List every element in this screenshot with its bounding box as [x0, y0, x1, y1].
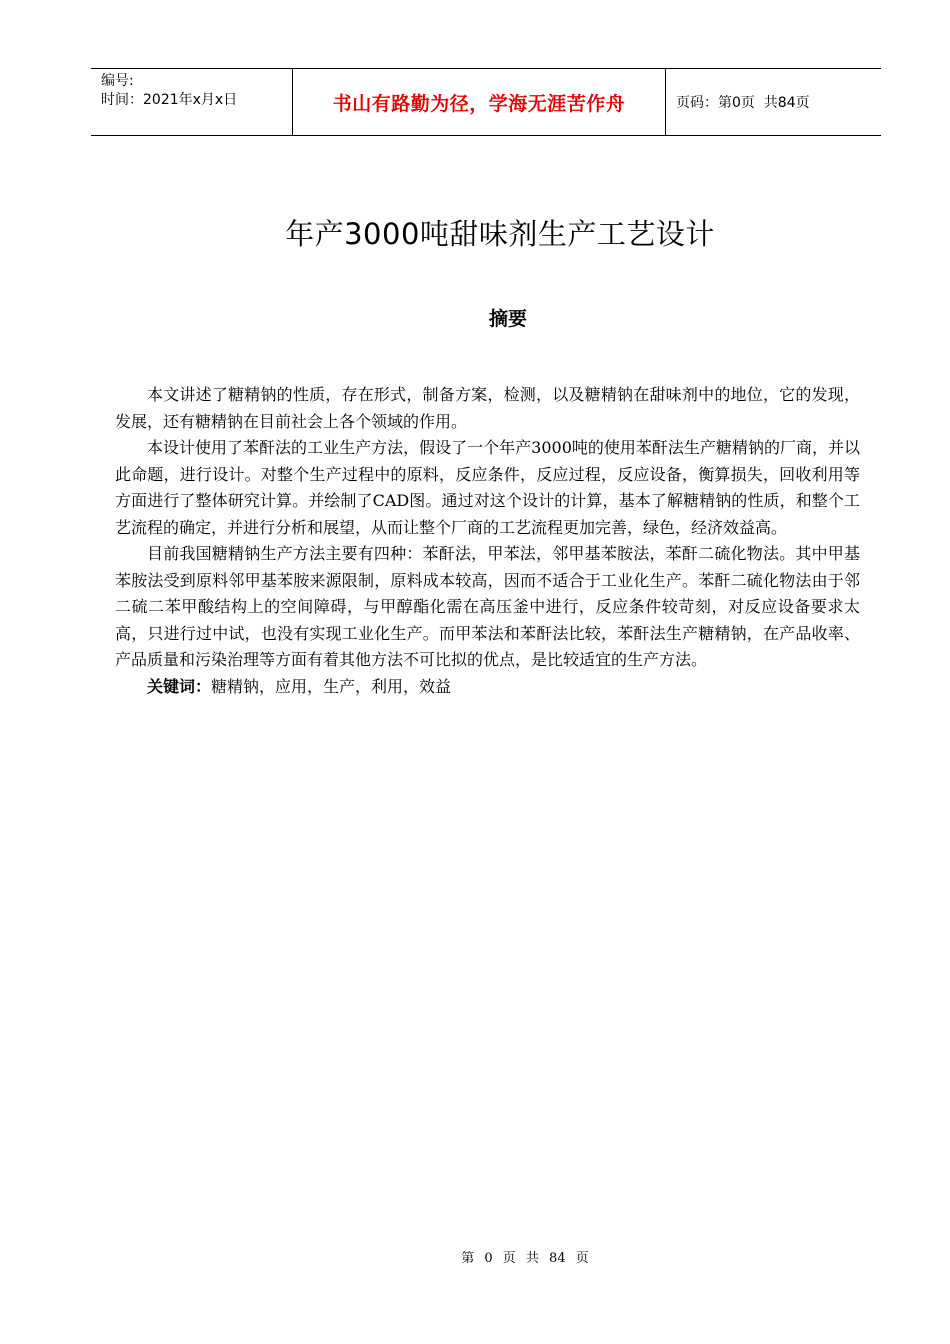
- keywords-line: [115, 674, 860, 701]
- document-title: 年产3000吨甜味剂生产工艺设计: [285, 217, 715, 251]
- keywords-label: 关键词：: [147, 676, 212, 696]
- abstract-heading: 摘要: [488, 308, 527, 330]
- page-footer: [0, 1247, 950, 1266]
- page-header: [91, 68, 881, 136]
- footer-page-number: 第 0 页 共 84 页: [461, 1251, 589, 1266]
- header-page-info-cell: [666, 69, 881, 135]
- header-meta-cell: [91, 69, 293, 135]
- abstract-paragraph: 本文讲述了糖精钠的性质，存在形式，制备方案，检测，以及糖精钠在甜味剂中的地位，它的发现，发展，还有糖精钠在目前社会上各个领域的作用。: [115, 385, 860, 431]
- header-motto: 书山有路勤为径，学海无涯苦作舟: [293, 69, 666, 135]
- keywords-value: 糖精钠，应用，生产，利用，效益: [211, 676, 452, 696]
- serial-number-label: 编号:: [101, 73, 134, 89]
- abstract-paragraph: 本设计使用了苯酐法的工业生产方法，假设了一个年产3000吨的使用苯酐法生产糖精钠的厂商，并以此命题，进行设计。对整个生产过程中的原料，反应条件，反应过程，反应设备，衡算损失，回收利用等方面进行了整体研究计算。并绘制了CAD图。通过对这个设计的计算，基本了解糖精钠的性质，和整个工艺流程的确定，并进行分析和展望，从而让整个厂商的工艺流程更加完善，绿色，经济效益高。: [115, 438, 860, 537]
- date-label: 时间：2021年x月x日: [101, 92, 238, 108]
- abstract-body: [115, 382, 860, 700]
- abstract-paragraph: 目前我国糖精钠生产方法主要有四种：苯酐法，甲苯法，邻甲基苯胺法，苯酐二硫化物法。其中甲基苯胺法受到原料邻甲基苯胺来源限制，原料成本较高，因而不适合于工业化生产。苯酐二硫化物法由于邻二硫二苯甲酸结构上的空间障碍，与甲醇酯化需在高压釜中进行，反应条件较苛刻，对反应设备要求太高，只进行过中试，也没有实现工业化生产。而甲苯法和苯酐法比较，苯酐法生产糖精钠，在产品收率、产品质量和污染治理等方面有着其他方法不可比拟的优点，是比较适宜的生产方法。: [115, 544, 860, 669]
- header-page-info: 页码：第0页 共84页: [676, 95, 810, 111]
